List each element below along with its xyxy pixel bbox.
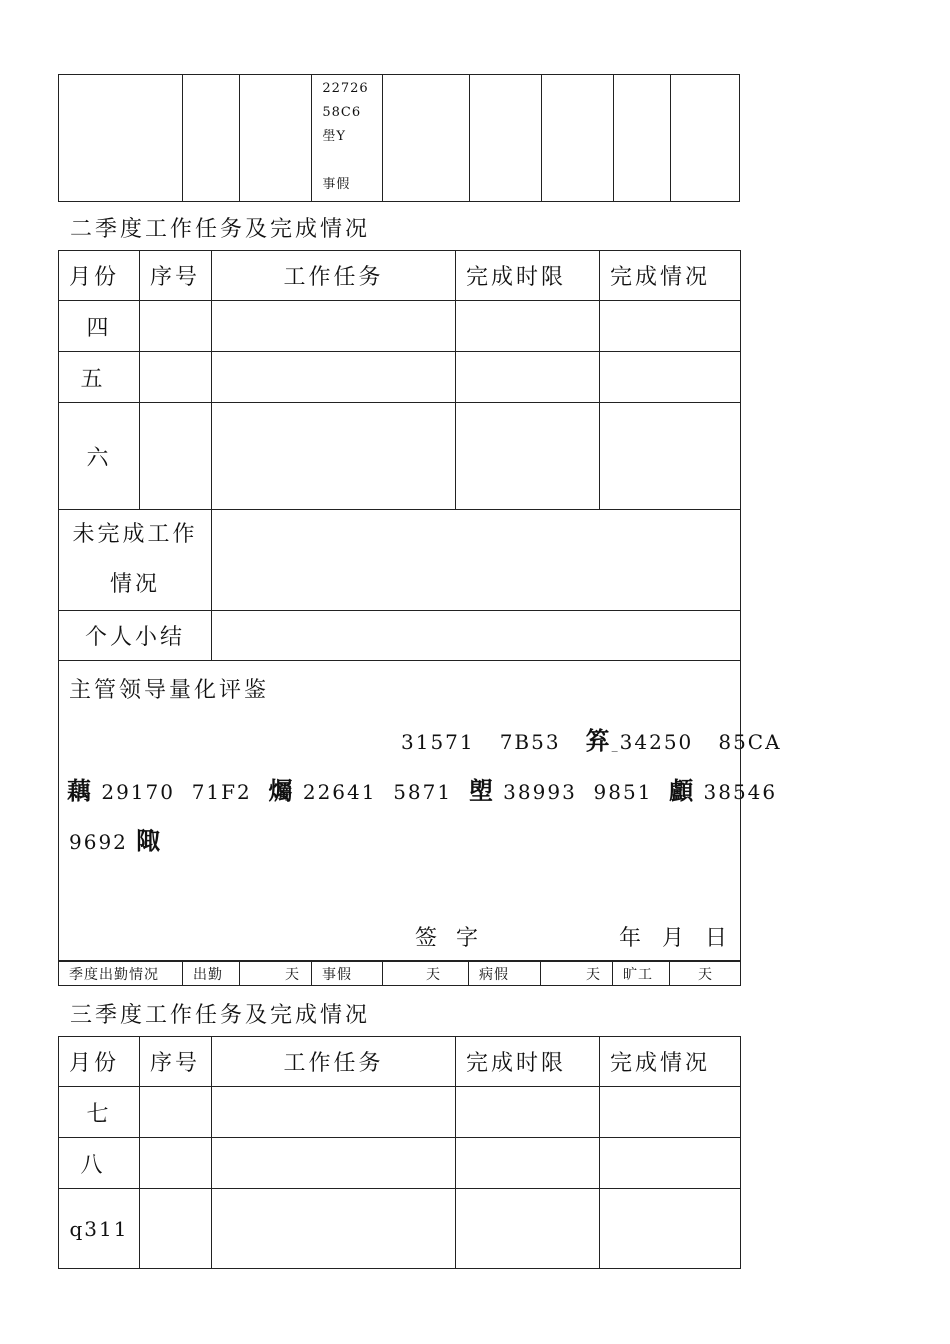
task-cell[interactable] bbox=[212, 1087, 456, 1138]
code-line-2 bbox=[67, 771, 777, 806]
code-glyph: 笲 bbox=[585, 727, 612, 755]
status-cell[interactable] bbox=[600, 1189, 741, 1269]
unfinished-label bbox=[59, 510, 212, 611]
q2-section-title: 二季度工作任务及完成情况 bbox=[70, 217, 371, 242]
code: 38546 bbox=[703, 780, 778, 804]
date-label: 年 月 日 bbox=[619, 926, 730, 951]
note-line: 事假 bbox=[322, 177, 351, 192]
q2-task-table bbox=[58, 250, 782, 961]
code-line-1: 31571 7B53 笲_34250 85CA bbox=[401, 727, 782, 755]
unfinished-label-line1: 未完成工作 bbox=[72, 522, 198, 547]
code: 38993 bbox=[503, 780, 577, 804]
seq-cell[interactable] bbox=[140, 1189, 212, 1269]
code: 31571 bbox=[401, 730, 475, 754]
status-cell[interactable] bbox=[600, 301, 741, 352]
attendance-day-unit: 天 bbox=[240, 962, 312, 986]
summary-label: 个人小结 bbox=[59, 611, 212, 661]
code: 9692 bbox=[69, 830, 128, 854]
task-cell[interactable] bbox=[212, 1138, 456, 1189]
cell bbox=[541, 75, 613, 202]
sign-label: 签 字 bbox=[415, 926, 484, 951]
attendance-day-unit: 天 bbox=[541, 962, 613, 986]
previous-quarter-table-fragment bbox=[58, 74, 740, 202]
deadline-cell[interactable] bbox=[456, 1087, 600, 1138]
code-line-3 bbox=[69, 821, 162, 856]
task-cell[interactable] bbox=[212, 1189, 456, 1269]
attendance-personal-leave-label: 事假 bbox=[312, 962, 383, 986]
unfinished-label-line2: 情况 bbox=[109, 572, 160, 597]
month-cell: q311 bbox=[59, 1189, 140, 1269]
seq-cell[interactable] bbox=[140, 1087, 212, 1138]
header-seq: 序号 bbox=[140, 1037, 212, 1087]
code: 22641 bbox=[302, 780, 377, 804]
code-glyph: 藕 bbox=[67, 777, 93, 805]
header-deadline: 完成时限 bbox=[456, 1037, 600, 1087]
month-cell: 四 bbox=[59, 301, 140, 352]
task-cell[interactable] bbox=[212, 352, 456, 403]
status-cell[interactable] bbox=[600, 403, 741, 510]
cell bbox=[613, 75, 670, 202]
deadline-cell[interactable] bbox=[456, 301, 600, 352]
q3-task-table bbox=[58, 1036, 741, 1269]
attendance-absent-label: 旷工 bbox=[613, 962, 670, 986]
cell bbox=[469, 75, 541, 202]
header-status: 完成情况 bbox=[600, 251, 741, 301]
cell bbox=[670, 75, 739, 202]
code: 5871 bbox=[393, 780, 453, 804]
code-glyph: 陬 bbox=[136, 827, 163, 855]
deadline-cell[interactable] bbox=[456, 403, 600, 510]
note-line: 58C6 bbox=[322, 105, 362, 120]
cell bbox=[59, 75, 183, 202]
leader-evaluation-label: 主管领导量化评鉴 bbox=[69, 678, 270, 703]
code: 34250 bbox=[619, 730, 694, 754]
code-glyph: 顱 bbox=[669, 777, 696, 805]
seq-cell[interactable] bbox=[140, 301, 212, 352]
deadline-cell[interactable] bbox=[456, 352, 600, 403]
code: 85CA bbox=[718, 730, 782, 754]
seq-cell[interactable] bbox=[140, 1138, 212, 1189]
header-month: 月份 bbox=[59, 1037, 140, 1087]
task-cell[interactable] bbox=[212, 403, 456, 510]
note-line bbox=[322, 149, 382, 173]
status-cell[interactable] bbox=[600, 1087, 741, 1138]
unfinished-content[interactable] bbox=[212, 510, 741, 611]
attendance-label: 季度出勤情况 bbox=[59, 962, 183, 986]
header-deadline: 完成时限 bbox=[456, 251, 600, 301]
attendance-day-unit: 天 bbox=[383, 962, 469, 986]
leader-evaluation-cell bbox=[59, 661, 782, 961]
q3-section-title: 三季度工作任务及完成情况 bbox=[70, 1003, 371, 1028]
header-task: 工作任务 bbox=[212, 251, 456, 301]
code: 7B53 bbox=[499, 730, 561, 754]
header-month: 月份 bbox=[59, 251, 140, 301]
code: 9851 bbox=[593, 780, 653, 804]
cell bbox=[183, 75, 240, 202]
cell bbox=[240, 75, 312, 202]
note-line: 22726 bbox=[322, 81, 369, 96]
code: 29170 bbox=[101, 780, 175, 804]
status-cell[interactable] bbox=[600, 1138, 741, 1189]
code-glyph: 爥 bbox=[268, 777, 295, 805]
note-cell bbox=[312, 75, 383, 202]
month-cell: 六 bbox=[59, 403, 140, 510]
month-cell: 七 bbox=[59, 1087, 140, 1138]
header-seq: 序号 bbox=[140, 251, 212, 301]
task-cell[interactable] bbox=[212, 301, 456, 352]
header-task: 工作任务 bbox=[212, 1037, 456, 1087]
attendance-day-unit: 天 bbox=[670, 962, 741, 986]
q2-attendance-row bbox=[58, 961, 741, 986]
deadline-cell[interactable] bbox=[456, 1138, 600, 1189]
seq-cell[interactable] bbox=[140, 352, 212, 403]
month-cell: 八 bbox=[59, 1138, 140, 1189]
header-status: 完成情况 bbox=[600, 1037, 741, 1087]
code: 71F2 bbox=[191, 780, 252, 804]
summary-content[interactable] bbox=[212, 611, 741, 661]
seq-cell[interactable] bbox=[140, 403, 212, 510]
attendance-present-label: 出勤 bbox=[183, 962, 240, 986]
note-line: 壆Y bbox=[322, 129, 346, 144]
status-cell[interactable] bbox=[600, 352, 741, 403]
cell bbox=[383, 75, 469, 202]
deadline-cell[interactable] bbox=[456, 1189, 600, 1269]
month-cell: 五 bbox=[59, 352, 140, 403]
attendance-sick-leave-label: 病假 bbox=[469, 962, 541, 986]
code-glyph: 塱 bbox=[468, 777, 495, 805]
